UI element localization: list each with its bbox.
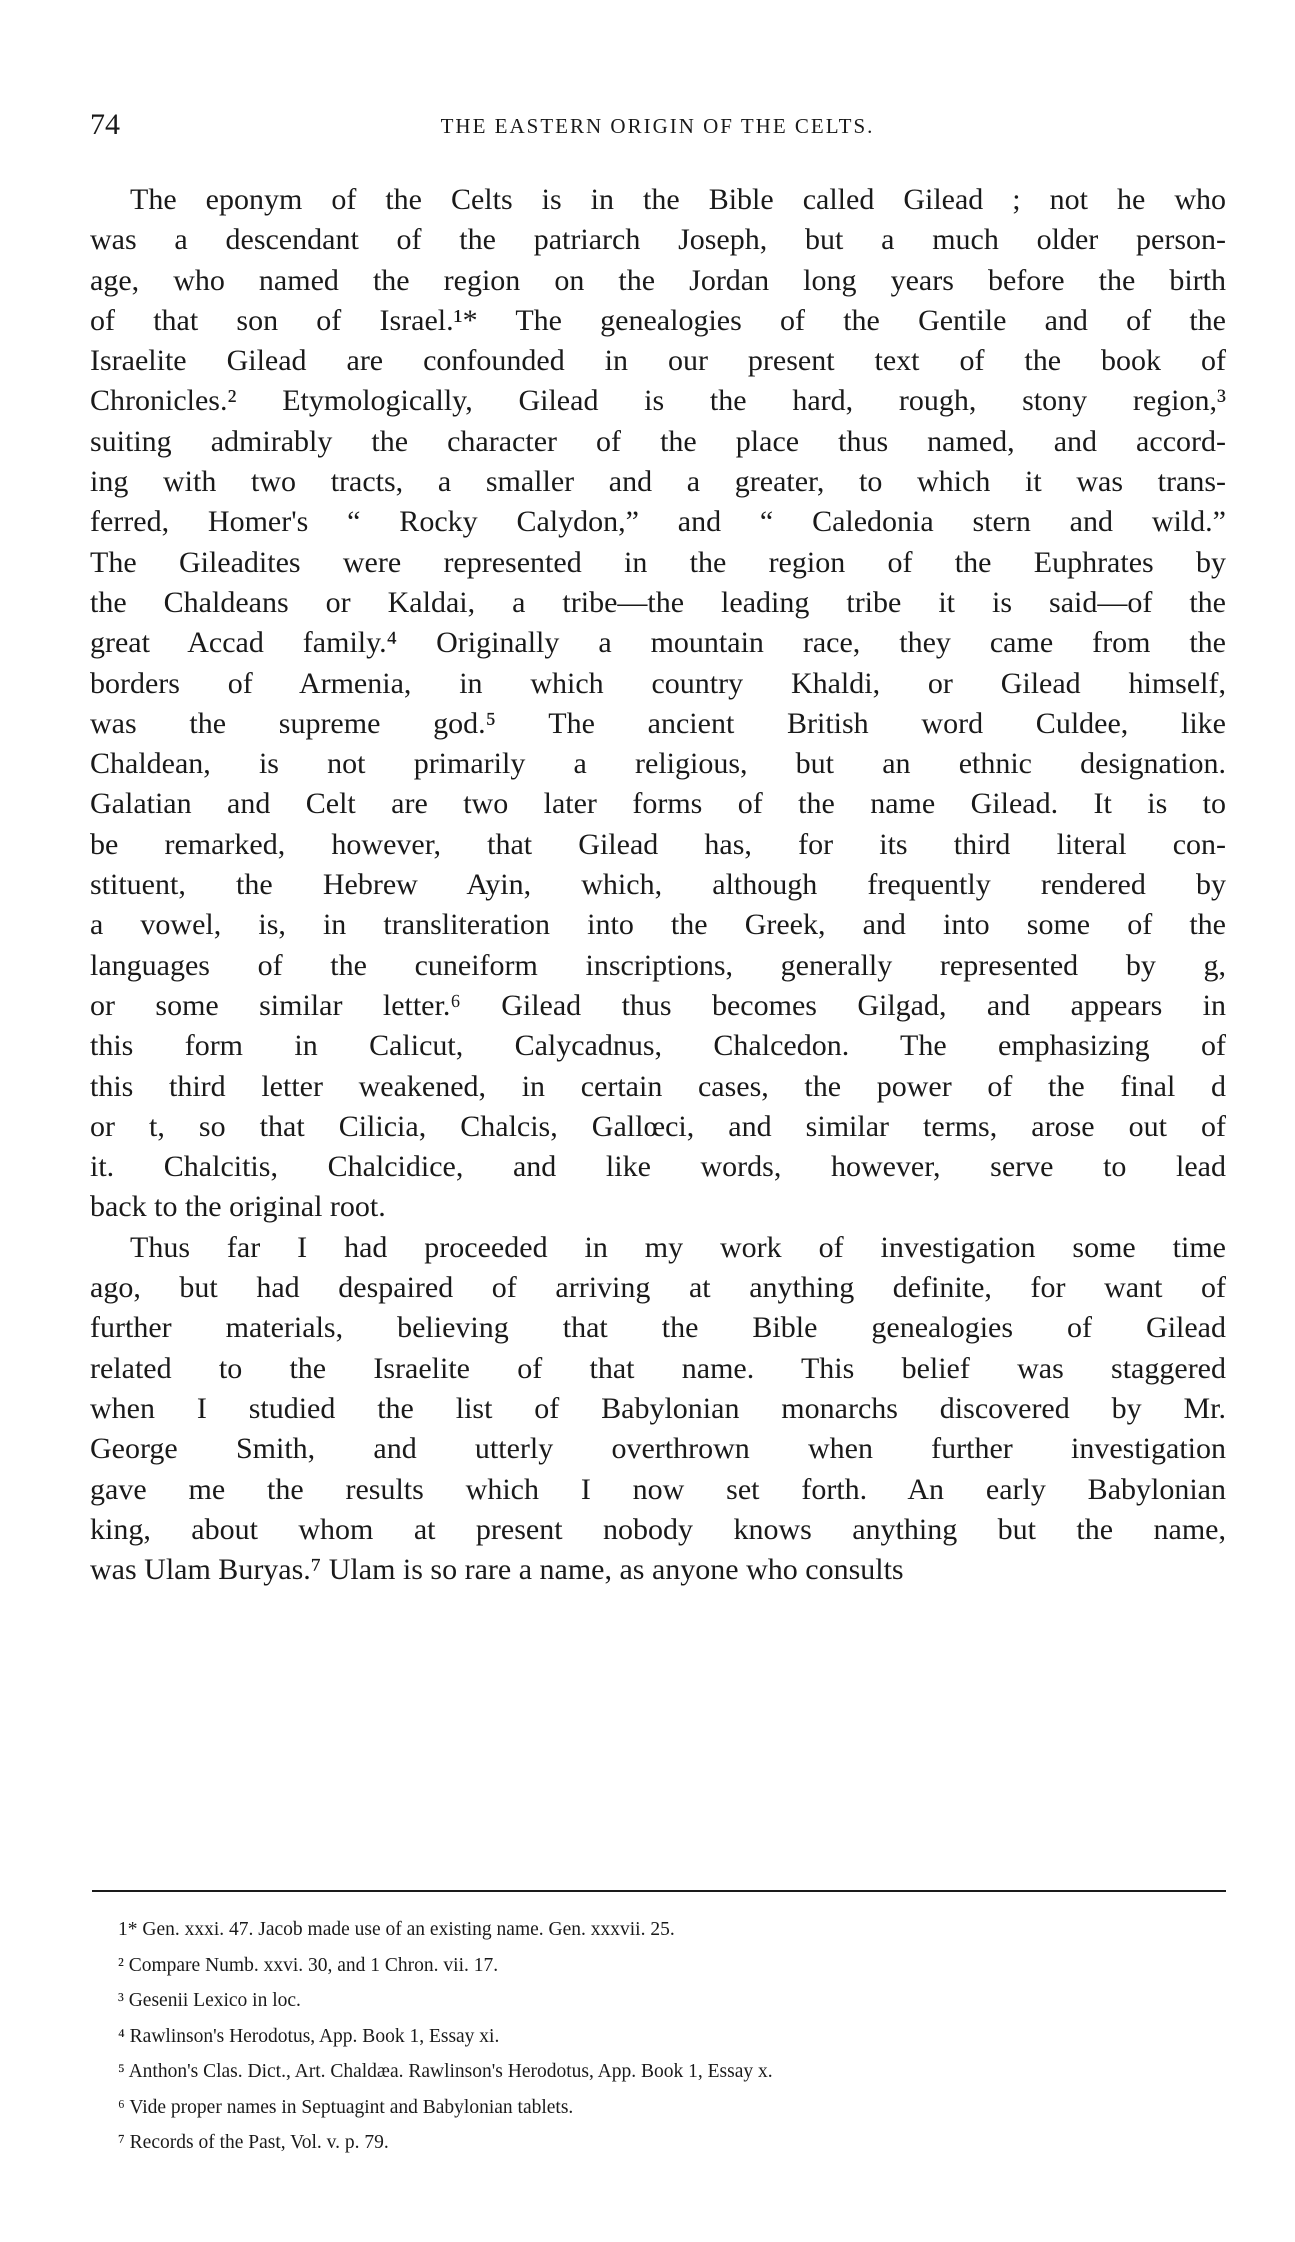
running-head [90, 105, 1225, 145]
text-line: borders of Armenia, in which country Khaldi, or Gilead himself, [90, 666, 1226, 700]
text-line: great Accad family.⁴ Originally a mountain race, they came from the [90, 626, 1226, 660]
text-line: when I studied the list of Babylonian monarchs discovered by Mr. [90, 1391, 1226, 1425]
text-line: gave me the results which I now set forth. An early Babylonian [90, 1472, 1226, 1506]
text-line: this form in Calicut, Calycadnus, Chalcedon. The emphasizing of [90, 1029, 1226, 1063]
text-line: back to the original root. [90, 1190, 386, 1224]
body-text [90, 180, 1226, 1590]
footnote: ⁷ Records of the Past, Vol. v. p. 79. [118, 2132, 389, 2153]
text-line: suiting admirably the character of the place thus named, and accord- [90, 424, 1226, 458]
running-title: THE EASTERN ORIGIN OF THE CELTS. [440, 114, 875, 138]
text-line: ing with two tracts, a smaller and a greater, to which it was trans- [90, 465, 1226, 499]
footnote: ⁵ Anthon's Clas. Dict., Art. Chaldæa. Rawlinson's Herodotus, App. Book 1, Essay x. [118, 2061, 773, 2082]
text-line: or some similar letter.⁶ Gilead thus becomes Gilgad, and appears in [90, 988, 1226, 1022]
page-number: 74 [90, 108, 120, 141]
text-line: be remarked, however, that Gilead has, for its third literal con- [90, 827, 1226, 861]
footnote: 1* Gen. xxxi. 47. Jacob made use of an existing name. Gen. xxxvii. 25. [118, 1919, 675, 1940]
text-line: age, who named the region on the Jordan long years before the birth [90, 263, 1226, 297]
text-line: further materials, believing that the Bible genealogies of Gilead [90, 1311, 1226, 1345]
text-line: The eponym of the Celts is in the Bible called Gilead ; not he who [130, 183, 1226, 216]
text-line: ferred, Homer's “ Rocky Calydon,” and “ Caledonia stern and wild.” [90, 505, 1226, 539]
text-line: king, about whom at present nobody knows anything but the name, [90, 1512, 1226, 1546]
text-line: a vowel, is, in transliteration into the Greek, and into some of the [90, 908, 1226, 942]
text-line: Galatian and Celt are two later forms of the name Gilead. It is to [90, 787, 1226, 821]
text-line: the Chaldeans or Kaldai, a tribe—the leading tribe it is said—of the [90, 585, 1226, 619]
footnote: ⁶ Vide proper names in Septuagint and Babylonian tablets. [118, 2096, 574, 2118]
text-line: it. Chalcitis, Chalcidice, and like words, however, serve to lead [90, 1150, 1226, 1184]
paragraph [90, 1228, 1226, 1591]
paragraph [90, 180, 1226, 1228]
footnote-divider [92, 1890, 1226, 1892]
text-line: or t, so that Cilicia, Chalcis, Gallœci, and similar terms, arose out of [90, 1109, 1226, 1143]
footnote: ² Compare Numb. xxvi. 30, and 1 Chron. vii. 17. [118, 1954, 499, 1976]
text-line: languages of the cuneiform inscriptions, generally represented by g, [90, 948, 1226, 982]
footnotes [118, 1912, 1218, 2161]
text-line: George Smith, and utterly overthrown when further investigation [90, 1432, 1226, 1466]
footnote: ⁴ Rawlinson's Herodotus, App. Book 1, Essay xi. [118, 2025, 500, 2047]
text-line: was a descendant of the patriarch Joseph, but a much older person- [90, 223, 1226, 257]
text-line: Thus far I had proceeded in my work of investigation some time [130, 1230, 1226, 1264]
text-line: this third letter weakened, in certain cases, the power of the final d [90, 1069, 1226, 1103]
text-line: of that son of Israel.¹* The genealogies of the Gentile and of the [90, 303, 1226, 337]
text-line: was the supreme god.⁵ The ancient British word Culdee, like [90, 706, 1226, 740]
text-line: related to the Israelite of that name. This belief was staggered [90, 1351, 1226, 1385]
text-line: Israelite Gilead are confounded in our present text of the book of [90, 344, 1226, 378]
text-line: Chaldean, is not primarily a religious, but an ethnic designation. [90, 747, 1226, 781]
text-line: Chronicles.² Etymologically, Gilead is the hard, rough, stony region,³ [90, 384, 1226, 418]
footnote: ³ Gesenii Lexico in loc. [118, 1990, 301, 2011]
text-line: ago, but had despaired of arriving at anything definite, for want of [90, 1271, 1226, 1305]
text-line: stituent, the Hebrew Ayin, which, although frequently rendered by [90, 868, 1226, 902]
text-line: The Gileadites were represented in the region of the Euphrates by [90, 545, 1226, 579]
text-line: was Ulam Buryas.⁷ Ulam is so rare a name, as anyone who consults [90, 1553, 904, 1587]
